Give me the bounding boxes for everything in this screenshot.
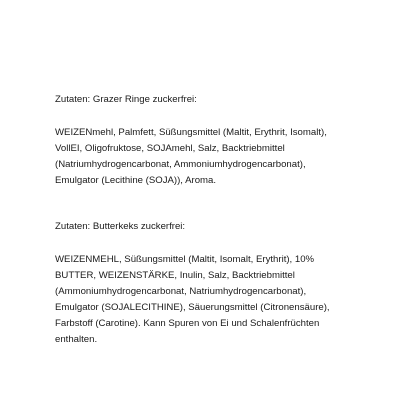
- ingredients-line: (Natriumhydrogencarbonat, Ammoniumhydrogencarbonat),: [55, 159, 306, 170]
- ingredients-line: enthalten.: [55, 334, 98, 345]
- ingredients-line: WEIZENmehl, Palmfett, Süßungsmittel (Maltit, Erythrit, Isomalt),: [55, 127, 327, 138]
- ingredients-section-grazer-ringe: [55, 92, 405, 189]
- ingredients-line: WEIZENMEHL, Süßungsmittel (Maltit, Isomalt, Erythrit), 10%: [55, 254, 315, 265]
- ingredients-line: BUTTER, WEIZENSTÄRKE, Inulin, Salz, Backtriebmittel: [55, 270, 295, 281]
- section-heading: Zutaten: Butterkeks zuckerfrei:: [55, 221, 186, 232]
- section-heading: Zutaten: Grazer Ringe zuckerfrei:: [55, 94, 197, 105]
- ingredients-section-butterkeks: [55, 219, 405, 348]
- ingredients-line: Farbstoff (Carotine). Kann Spuren von Ei und Schalenfrüchten: [55, 318, 320, 329]
- ingredients-line: Emulgator (SOJALECITHINE), Säuerungsmittel (Citronensäure),: [55, 302, 330, 313]
- ingredients-line: VollEI, Oligofruktose, SOJAmehl, Salz, Backtriebmittel: [55, 143, 285, 154]
- ingredients-line: Emulgator (Lecithine (SOJA)), Aroma.: [55, 175, 217, 186]
- ingredients-line: (Ammoniumhydrogencarbonat, Natriumhydrogencarbonat),: [55, 286, 307, 297]
